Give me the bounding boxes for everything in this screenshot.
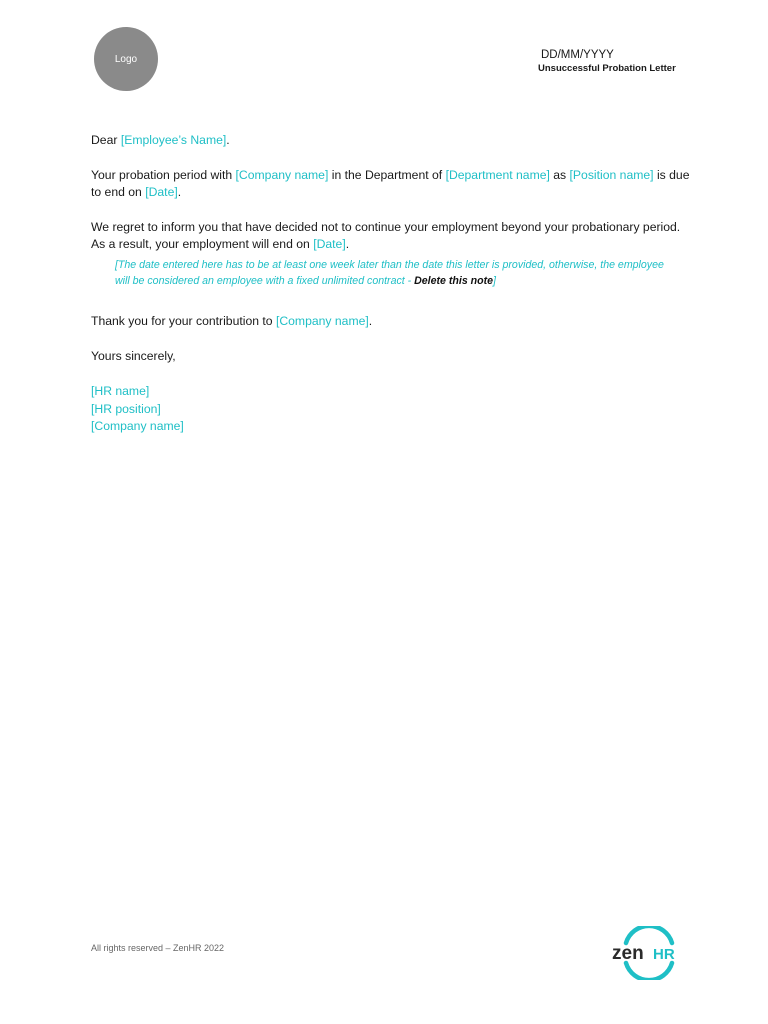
thanks-paragraph <box>91 313 691 330</box>
copyright-text: All rights reserved – ZenHR 2022 <box>91 943 225 953</box>
instruction-note <box>115 257 675 289</box>
position-name-placeholder: [Position name] <box>569 168 654 182</box>
hr-name-placeholder: [HR name] <box>91 384 150 398</box>
letter-header <box>538 48 738 75</box>
salutation-text: Dear <box>91 133 121 147</box>
hr-position-placeholder: [HR position] <box>91 401 161 416</box>
logo-placeholder <box>94 27 158 91</box>
employee-name-placeholder: [Employee’s Name] <box>120 133 227 147</box>
probation-text-2: in the Department of <box>328 168 446 182</box>
probation-text-5: . <box>177 185 182 199</box>
signature-block <box>91 383 691 436</box>
zenhr-logo <box>610 926 690 980</box>
logo-arc-bottom <box>626 963 672 980</box>
brand-main-text: zen <box>612 943 644 964</box>
probation-paragraph <box>91 167 691 201</box>
logo-text: Logo <box>114 53 138 65</box>
closing: Yours sincerely, <box>91 349 176 363</box>
signature-company-placeholder: [Company name] <box>91 419 184 433</box>
brand-accent-text: HR <box>653 946 675 963</box>
note-text: [The date entered here has to be at least one week later than the date this letter is provided, otherwise, the employee will be considered an employee with a fixed unlimited contract - <box>115 259 664 287</box>
probation-text-3: as <box>549 168 570 182</box>
department-name-placeholder: [Department name] <box>445 168 550 182</box>
decision-paragraph <box>91 219 691 253</box>
thanks-text: Thank you for your contribution to <box>91 314 276 328</box>
thanks-company-placeholder: [Company name] <box>275 314 369 328</box>
note-end: ] <box>493 275 496 287</box>
probation-text-4: is due to end on <box>91 168 690 199</box>
letter-body <box>91 132 691 436</box>
logo-arc-top <box>626 926 672 943</box>
salutation-end: . <box>226 133 230 147</box>
thanks-end: . <box>368 314 373 328</box>
end-date-placeholder: [Date] <box>145 185 178 199</box>
probation-text-1: Your probation period with <box>91 168 236 182</box>
document-type: Unsuccessful Probation Letter <box>538 63 676 74</box>
decision-end: . <box>345 237 350 251</box>
delete-note-label: Delete this note <box>414 275 494 287</box>
termination-date-placeholder: [Date] <box>313 237 346 251</box>
date-field: DD/MM/YYYY <box>541 49 614 61</box>
decision-text: We regret to inform you that have decided not to continue your employment beyond your probationary period. As a result, your employment will end on <box>91 220 681 251</box>
salutation <box>91 132 691 149</box>
company-name-placeholder: [Company name] <box>235 168 329 182</box>
